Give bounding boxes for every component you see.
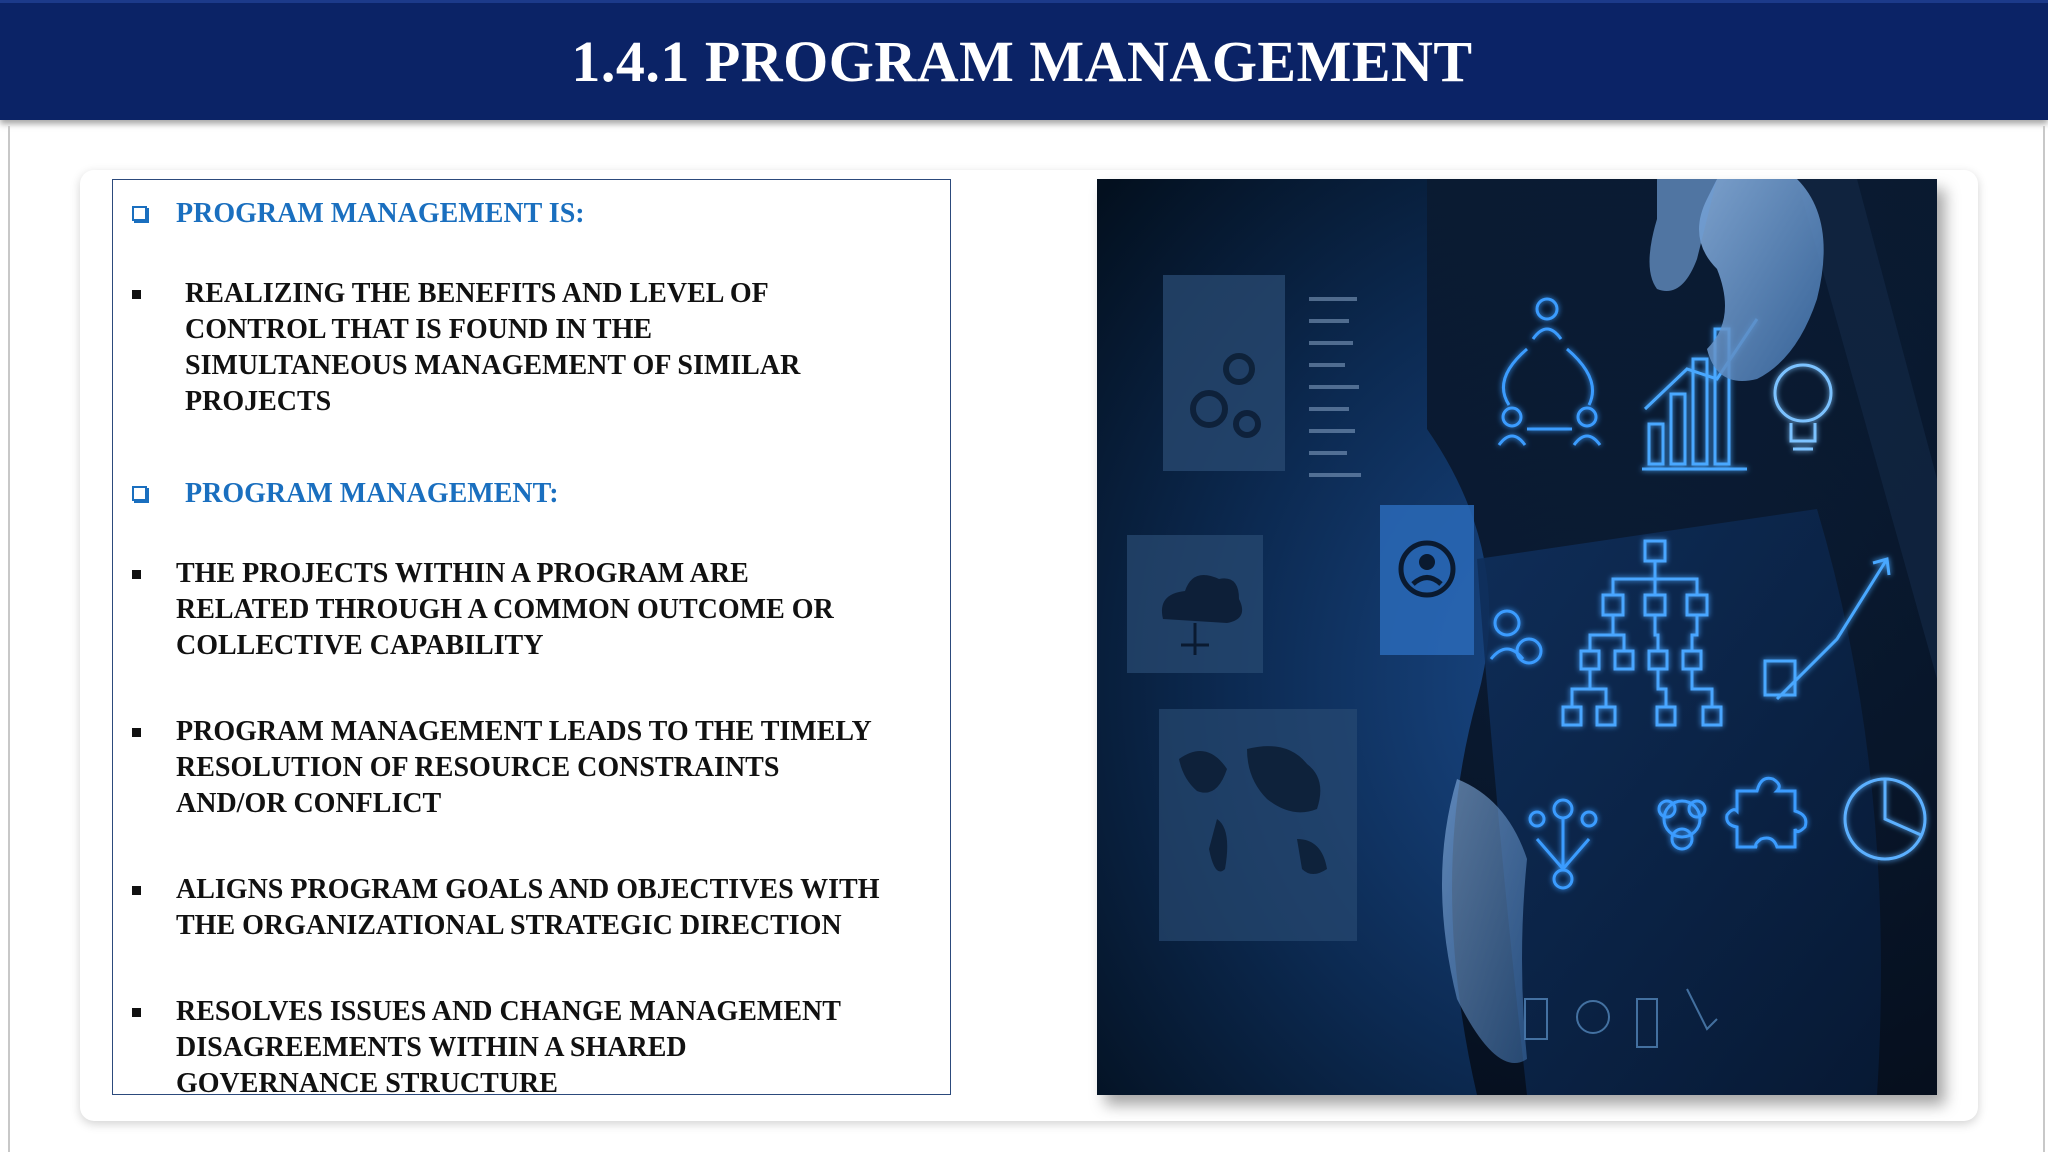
bullet-text: RESOLVES ISSUES AND CHANGE MANAGEMENT DISAGREEMENTS WITHIN A SHARED GOVERNANCE STRUCTURE: [176, 996, 841, 1095]
bullet-text: PROGRAM MANAGEMENT LEADS TO THE TIMELY RESOLUTION OF RESOURCE CONSTRAINTS AND/OR CONFLICT: [176, 716, 872, 819]
square-bullet-icon: [132, 886, 141, 895]
gears-icon: [1163, 275, 1285, 471]
hologram-illustration: [1097, 179, 1937, 1095]
bullet-text: REALIZING THE BENEFITS AND LEVEL OF CONTROL THAT IS FOUND IN THE SIMULTANEOUS MANAGEMENT OF SIMILAR PROJECTS: [185, 278, 801, 417]
square-bullet-icon: [132, 290, 141, 299]
text-box[interactable]: [112, 179, 951, 1095]
slide-title: 1.4.1 PROGRAM MANAGEMENT: [571, 29, 1473, 94]
square-bullet-icon: [132, 728, 141, 737]
user-icon: [1380, 505, 1474, 655]
square-bullet-icon: [132, 1008, 141, 1017]
title-bar: [0, 0, 2048, 120]
checkbox-square-icon: [132, 206, 147, 221]
square-bullet-icon: [132, 570, 141, 579]
business-hologram-image: [1097, 179, 1937, 1095]
bullet-text: THE PROJECTS WITHIN A PROGRAM ARE RELATED THROUGH A COMMON OUTCOME OR COLLECTIVE CAPABILITY: [176, 558, 834, 661]
bullet-text: ALIGNS PROGRAM GOALS AND OBJECTIVES WITH THE ORGANIZATIONAL STRATEGIC DIRECTION: [176, 874, 880, 941]
heading-text: PROGRAM MANAGEMENT IS:: [176, 198, 585, 229]
cloud-icon: [1127, 535, 1263, 673]
checkbox-square-icon: [132, 486, 147, 501]
world-map-icon: [1159, 709, 1357, 941]
heading-text: PROGRAM MANAGEMENT:: [185, 478, 559, 509]
